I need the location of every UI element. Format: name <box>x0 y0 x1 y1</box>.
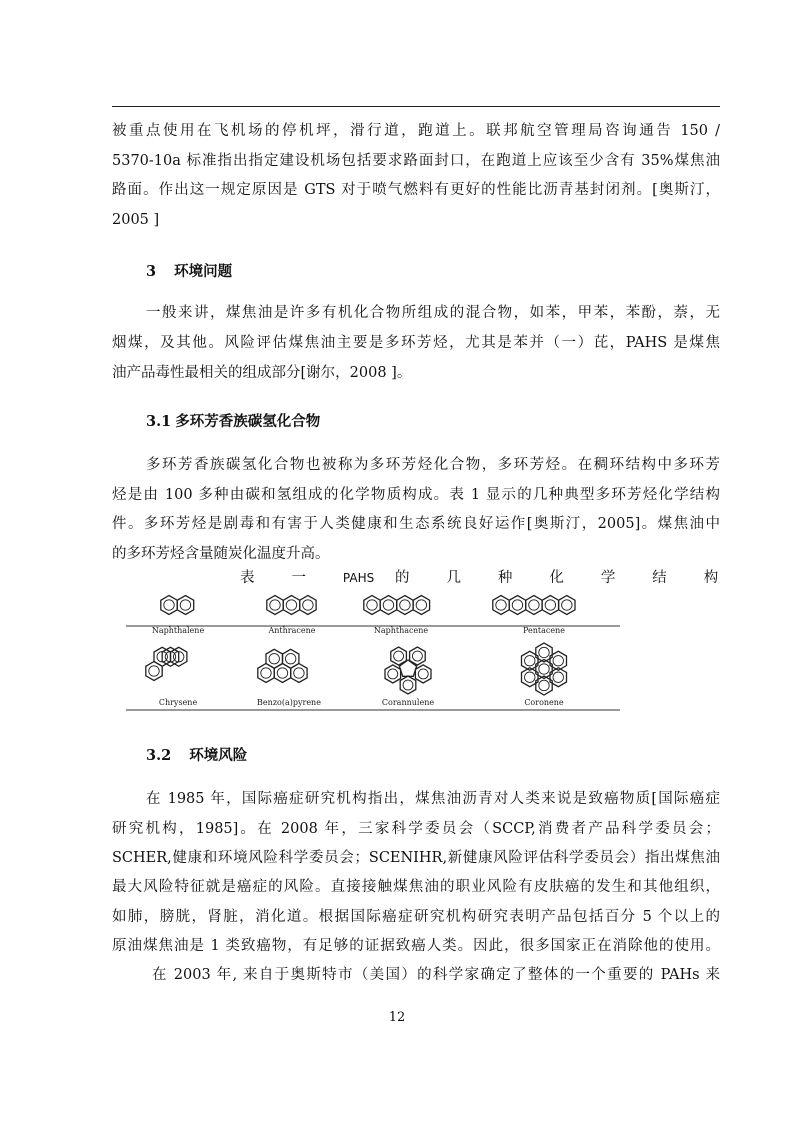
coronene-ring-aromatic-ring <box>553 656 563 666</box>
corannulene-ring-aromatic-ring <box>403 680 413 690</box>
corannulene-label: Corannulene <box>381 698 435 707</box>
paragraph-line: 被重点使用在飞机场的停机坪，滑行道，跑道上。联邦航空管理局咨询通告 150 / <box>112 123 720 139</box>
benzopyrene-ring-aromatic-ring <box>294 668 304 678</box>
table-caption <box>240 566 718 587</box>
pentacene-label: Pentacene <box>523 626 565 635</box>
anthracene-ring-aromatic-ring <box>270 600 280 610</box>
paragraph-line: 烟煤，及其他。风险评估煤焦油主要是多环芳烃，尤其是苯并（一）芘，PAHS 是煤焦 <box>112 335 720 351</box>
section-title: 环境问题 <box>174 263 233 280</box>
paragraph-line: 如肺，膀胱，肾脏，消化道。根据国际癌症研究机构研究表明产品包括百分 5 个以上的 <box>112 909 720 925</box>
coronene-ring-aromatic-ring <box>525 672 535 682</box>
paragraph-line: 研究机构，1985]。在 2008 年，三家科学委员会（SCCP,消费者产品科学委员会； <box>112 821 720 837</box>
caption-char: 一 <box>291 570 323 586</box>
naphthacene-ring-aromatic-ring <box>400 600 410 610</box>
paragraph-line: 一般来讲，煤焦油是许多有机化合物所组成的混合物，如苯，甲苯，苯酚，萘，无 <box>146 305 720 321</box>
anthracene-ring <box>300 596 316 615</box>
subsection-heading <box>146 410 320 431</box>
naphthacene-ring <box>397 596 413 615</box>
naphthacene-ring <box>413 596 430 615</box>
pentacene-ring-aromatic-ring <box>545 600 555 610</box>
pah-structures-svg <box>126 585 622 713</box>
paragraph-line: 在 2003 年, 来自于奥斯特市（美国）的科学家确定了整体的一个重要的 PAHs 来 <box>152 967 720 983</box>
section-heading <box>146 260 232 281</box>
caption-char: 种 <box>497 570 529 586</box>
paragraph-line: SCHER,健康和环境风险科学委员会；SCENIHR,新健康风险评估科学委员会）指出煤焦油 <box>112 850 720 866</box>
corannulene-ring-aromatic-ring <box>394 651 404 661</box>
pentacene-ring <box>559 596 575 615</box>
caption-char: 结 <box>652 570 683 586</box>
corannulene-ring <box>391 647 407 665</box>
anthracene-ring-aromatic-ring <box>303 600 313 610</box>
pentacene-ring <box>542 596 559 615</box>
naphthalene-ring <box>177 596 194 615</box>
benzopyrene-ring-aromatic-ring <box>277 668 287 678</box>
coronene-ring-aromatic-ring <box>525 656 535 666</box>
caption-char: 表 <box>240 570 271 586</box>
corannulene-ring <box>415 665 431 683</box>
naphthacene-ring <box>380 596 397 615</box>
paragraph-line: 原油煤焦油是 1 类致癌物，有足够的证据致癌人类。因此，很多国家正在消除他的使用。 <box>112 938 720 954</box>
naphthalene-ring-aromatic-ring <box>180 600 190 610</box>
anthracene-label: Anthracene <box>268 626 316 635</box>
pah-structures-figure <box>126 585 622 713</box>
coronene-label: Coronene <box>524 698 564 707</box>
coronene-ring-aromatic-ring <box>539 664 549 674</box>
corannulene-ring-aromatic-ring <box>388 669 398 679</box>
section-title: 环境风险 <box>189 747 248 764</box>
caption-char: 化 <box>549 570 581 586</box>
section-number: 3 <box>146 263 157 280</box>
corannulene-ring <box>410 647 426 665</box>
section-title: 多环芳香族碳氢化合物 <box>175 413 321 430</box>
paragraph-line: 2005 ] <box>112 212 160 228</box>
paragraph-line: 5370-10a 标准指出指定建设机场包括要求路面封口，在跑道上应该至少含有 35%煤焦油 <box>112 153 720 169</box>
paragraph-line: 在 1985 年，国际癌症研究机构指出，煤焦油沥青对人类来说是致癌物质[国际癌症 <box>146 791 720 807</box>
benzopyrene-ring-aromatic-ring <box>261 668 271 678</box>
pentacene-ring-aromatic-ring <box>496 600 506 610</box>
anthracene-ring-aromatic-ring <box>286 600 296 610</box>
subsection-heading <box>146 744 247 765</box>
naphthalene-ring <box>161 596 177 615</box>
benzopyrene-ring-aromatic-ring <box>285 654 295 664</box>
caption-char: PAHS <box>342 571 375 585</box>
paragraph-line: 件。多环芳烃是剧毒和有害于人类健康和生态系统良好运作[奥斯汀，2005]。煤焦油中 <box>112 516 720 532</box>
pentacene-ring-aromatic-ring <box>562 600 572 610</box>
naphthacene-label: Naphthacene <box>373 626 429 635</box>
coronene-ring-aromatic-ring <box>539 680 549 690</box>
naphthacene-ring-aromatic-ring <box>383 600 393 610</box>
chrysene-label: Chrysene <box>158 698 198 707</box>
pentacene-ring-aromatic-ring <box>529 600 539 610</box>
caption-char: 学 <box>600 570 632 586</box>
benzopyrene-ring <box>291 664 307 683</box>
pentacene-ring-aromatic-ring <box>512 600 522 610</box>
section-number: 3.1 <box>146 413 172 430</box>
coronene-ring-aromatic-ring <box>553 672 563 682</box>
header-rule <box>112 106 720 107</box>
paragraph-line: 最大风险特征就是癌症的风险。直接接触煤焦油的职业风险有皮肤癌的发生和其他组织， <box>112 879 720 895</box>
section-number: 3.2 <box>146 747 172 764</box>
paragraph-line: 的多环芳烃含量随炭化温度升高。 <box>112 546 330 562</box>
corannulene-ring-aromatic-ring <box>412 651 422 661</box>
corannulene-ring <box>385 665 401 683</box>
paragraph-line: 多环芳香族碳氢化合物也被称为多环芳烃化合物，多环芳烃。在稠环结构中多环芳 <box>146 457 720 473</box>
chrysene-ring-aromatic-ring <box>149 666 159 676</box>
anthracene-ring <box>267 596 283 615</box>
naphthacene-ring-aromatic-ring <box>416 600 426 610</box>
anthracene-ring <box>283 596 300 615</box>
benzopyrene-ring-aromatic-ring <box>269 654 279 664</box>
naphthalene-label: Naphthalene <box>151 626 205 635</box>
caption-char: 几 <box>446 570 478 586</box>
paragraph-line: 烃是由 100 多种由碳和氢组成的化学物质构成。表 1 显示的几种典型多环芳烃化学结构 <box>112 487 720 503</box>
paragraph-line: 油产品毒性最相关的组成部分[谢尔，2008 ]。 <box>112 365 412 381</box>
naphthalene-ring-aromatic-ring <box>164 600 174 610</box>
pentacene-ring <box>509 596 526 615</box>
caption-char: 构 <box>703 570 719 586</box>
naphthacene-ring-aromatic-ring <box>367 600 377 610</box>
naphthacene-ring <box>364 596 380 615</box>
pentacene-ring <box>493 596 509 615</box>
page-number: 12 <box>388 1010 406 1025</box>
benzopyrene-ring <box>266 649 283 668</box>
corannulene-ring-aromatic-ring <box>418 669 428 679</box>
caption-char: 的 <box>395 570 426 586</box>
corannulene-ring <box>400 676 416 694</box>
pentacene-ring <box>526 596 542 615</box>
benzopyrene-label: Benzo(a)pyrene <box>257 698 321 707</box>
coronene-ring-aromatic-ring <box>539 647 549 657</box>
paragraph-line: 路面。作出这一规定原因是 GTS 对于喷气燃料有更好的性能比沥青基封闭剂。[奥斯汀， <box>112 182 720 198</box>
